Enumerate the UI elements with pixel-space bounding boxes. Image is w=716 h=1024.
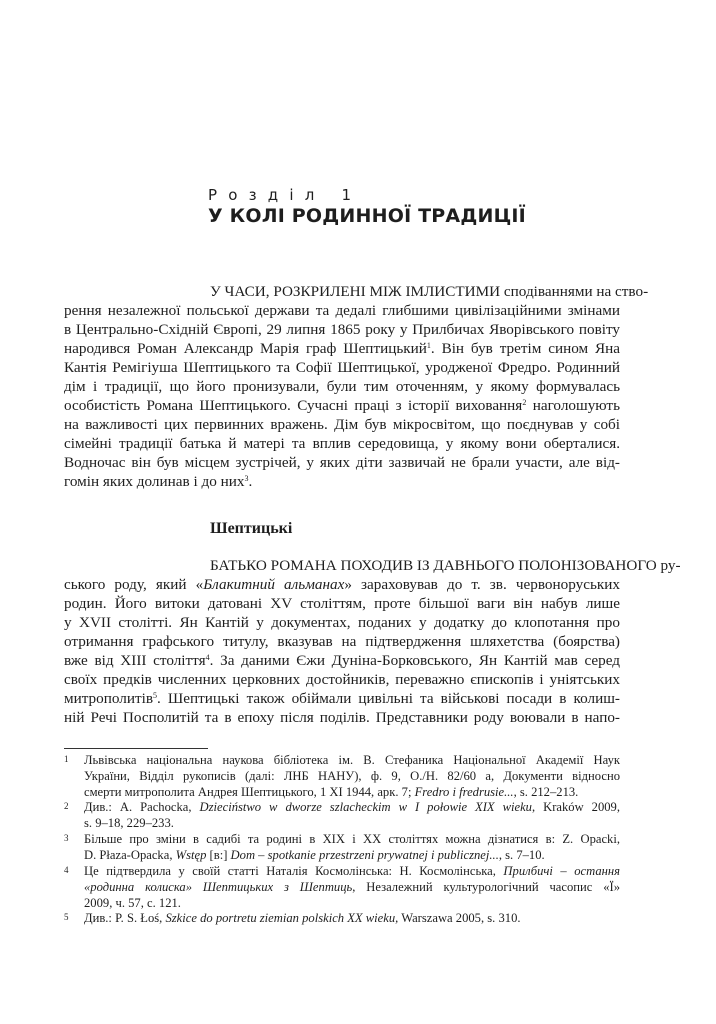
text-span: наголошують	[526, 397, 620, 414]
text-span: особистість Романа Шептицького. Сучасні праці з історії виховання	[64, 397, 523, 414]
text-span: У ЧАСИ, РОЗКРИЛЕНІ МІЖ ІМЛИСТИМИ сподіваннями на ство-	[210, 283, 649, 300]
footnote-number: 1	[64, 754, 69, 764]
text-span: ського роду, який «	[64, 576, 204, 593]
footnote-line: 2009, ч. 57, с. 121.	[84, 896, 181, 910]
text-span: смерти митрополита Андрея Шептицького, 1 XI 1944, арк. 7;	[84, 785, 415, 799]
text-span: Warszawa 2005, s. 310.	[398, 911, 521, 925]
text-span: [в:]	[206, 848, 231, 862]
chapter-title: У КОЛІ РОДИННОЇ ТРАДИЦІЇ	[208, 205, 526, 227]
footnote-ref: 5	[153, 691, 158, 700]
paragraph-line: рення незалежної польської держави та дедалі глибшими цивілізаційними змінами	[64, 302, 620, 319]
paragraph-line	[210, 556, 681, 575]
text-span: , Kraków 2009,	[531, 800, 620, 814]
italic-title: Прилбичі – остання	[503, 864, 620, 878]
text-span: . За даними Єжи Дуніна-Борковського, Ян Кантій мав серед	[209, 652, 620, 669]
paragraph-line	[64, 575, 620, 594]
footnote-number: 2	[64, 801, 69, 811]
chapter-label: Розділ 1	[208, 186, 363, 204]
footnote-ref: 2	[522, 398, 527, 407]
paragraph-line: ній Речі Посполитій та в епоху після поділів. Представники роду воювали в напо-	[64, 709, 620, 726]
italic-title: Szkice do portretu ziemian polskich XX wieku,	[165, 911, 399, 925]
paragraph-line	[64, 339, 620, 358]
paragraph-line: у XVII столітті. Ян Кантій у документах, поданих у додатку до клопотання про	[64, 614, 620, 631]
paragraph-line: сімейні традиції батька й матері та вплив середовища, у якому вони оберталися.	[64, 435, 620, 452]
paragraph-line: на важливості цих первинних вражень. Дім був мікросвітом, що поєднував у собі	[64, 416, 620, 433]
text-span: БАТЬКО РОМАНА ПОХОДИВ ІЗ ДАВНЬОГО ПОЛОНІЗОВАНОГО ру-	[210, 557, 681, 574]
italic-title: Блакитний альманах	[203, 576, 345, 593]
text-span: , s. 212–213.	[513, 785, 579, 799]
footnote-ref: 4	[205, 653, 210, 662]
text-span: , s. 7–10.	[498, 848, 545, 862]
italic-title: «родинна колиска» Шептицьких з Шептиць	[84, 880, 353, 894]
footnote-number: 3	[64, 833, 69, 843]
footnote-number: 5	[64, 912, 69, 922]
footnote-line	[84, 799, 620, 815]
footnote-line	[84, 784, 578, 800]
footnote-line: Львівська національна наукова бібліотека ім. В. Стефаника Національної Академії Наук	[84, 753, 620, 767]
paragraph-line: Водночас він був місцем зустрічей, у яких діти зазвичай не брали участи, але від-	[64, 454, 620, 471]
footnote-line: Більше про зміни в садибі та родині в XIX і XX століттях можна дізнатися в: Z. Opacki,	[84, 832, 620, 846]
paragraph-line	[64, 396, 620, 415]
paragraph-line: родин. Його витоки датовані XV століттям, проте більшої ваги він набув лише	[64, 595, 620, 612]
italic-title: Dom – spotkanie przestrzeni prywatnej i publicznej...	[230, 848, 499, 862]
paragraph-line: в Центрально-Східній Європі, 29 липня 1865 року у Прилбичах Яворівського повіту	[64, 321, 620, 338]
text-span: вже від XIII століття	[64, 652, 206, 669]
paragraph-line: Кантія Ремігіуша Шептицького та Софії Шептицької, уродженої Фредро. Родинний	[64, 359, 620, 376]
section-heading: Шептицькі	[210, 520, 293, 537]
text-span: народився Роман Александр Марія граф Шептицький	[64, 340, 427, 357]
text-span: » зараховував до т. зв. червоноруських	[344, 576, 620, 593]
footnote-number: 4	[64, 865, 69, 875]
text-span: Див.: P. S. Łoś,	[84, 911, 166, 925]
italic-title: Dzieciństwo w dworze szlacheckim w I połowie XIX wieku	[199, 800, 532, 814]
paragraph-line	[64, 689, 620, 708]
paragraph-line: отримання графського титулу, вказував на підтвердження шляхетства (боярства)	[64, 633, 620, 650]
footnote-line	[84, 879, 620, 895]
footnote-ref: 3	[244, 474, 249, 483]
footnote-line: s. 9–18, 229–233.	[84, 816, 174, 830]
text-span: Див.: A. Pachocka,	[84, 800, 200, 814]
footnote-line	[84, 847, 545, 863]
paragraph-line: своїх предків численних церковних достойників, переважно єпископів і уніятських	[64, 671, 620, 688]
paragraph-line	[210, 282, 649, 301]
text-span: , Незалежний культурологічний часопис «Ї»	[352, 880, 621, 894]
text-span: гомін яких долинав і до них	[64, 473, 245, 490]
paragraph-line: гомін яких долинав і до них$^3$.	[64, 473, 253, 490]
text-span: Це підтвердила у своїй статті Наталія Космолінська: Н. Космолінська,	[84, 864, 504, 878]
text-span: D. Płaza-Opacka,	[84, 848, 176, 862]
paragraph-line	[64, 651, 620, 670]
italic-title: Fredro i fredrusie...	[414, 785, 514, 799]
italic-title: Wstęp	[175, 848, 207, 862]
footnote-ref: 1	[426, 341, 431, 350]
footnote-line	[84, 910, 521, 926]
text-span: . Шептицькі також обіймали цивільні та військові посади в колиш-	[157, 690, 620, 707]
footnote-line	[84, 863, 620, 879]
text-span: митрополитів	[64, 690, 154, 707]
paragraph-line: дім і традиції, що його пронизували, були тим оточенням, у якому формувалась	[64, 378, 620, 395]
footnote-divider	[64, 748, 208, 749]
footnote-line: України, Відділ рукописів (далі: ЛНБ НАНУ), ф. 9, О./Н. 82/60 а, Документи відносно	[84, 769, 620, 783]
text-span: . Він був третім сином Яна	[430, 340, 620, 357]
